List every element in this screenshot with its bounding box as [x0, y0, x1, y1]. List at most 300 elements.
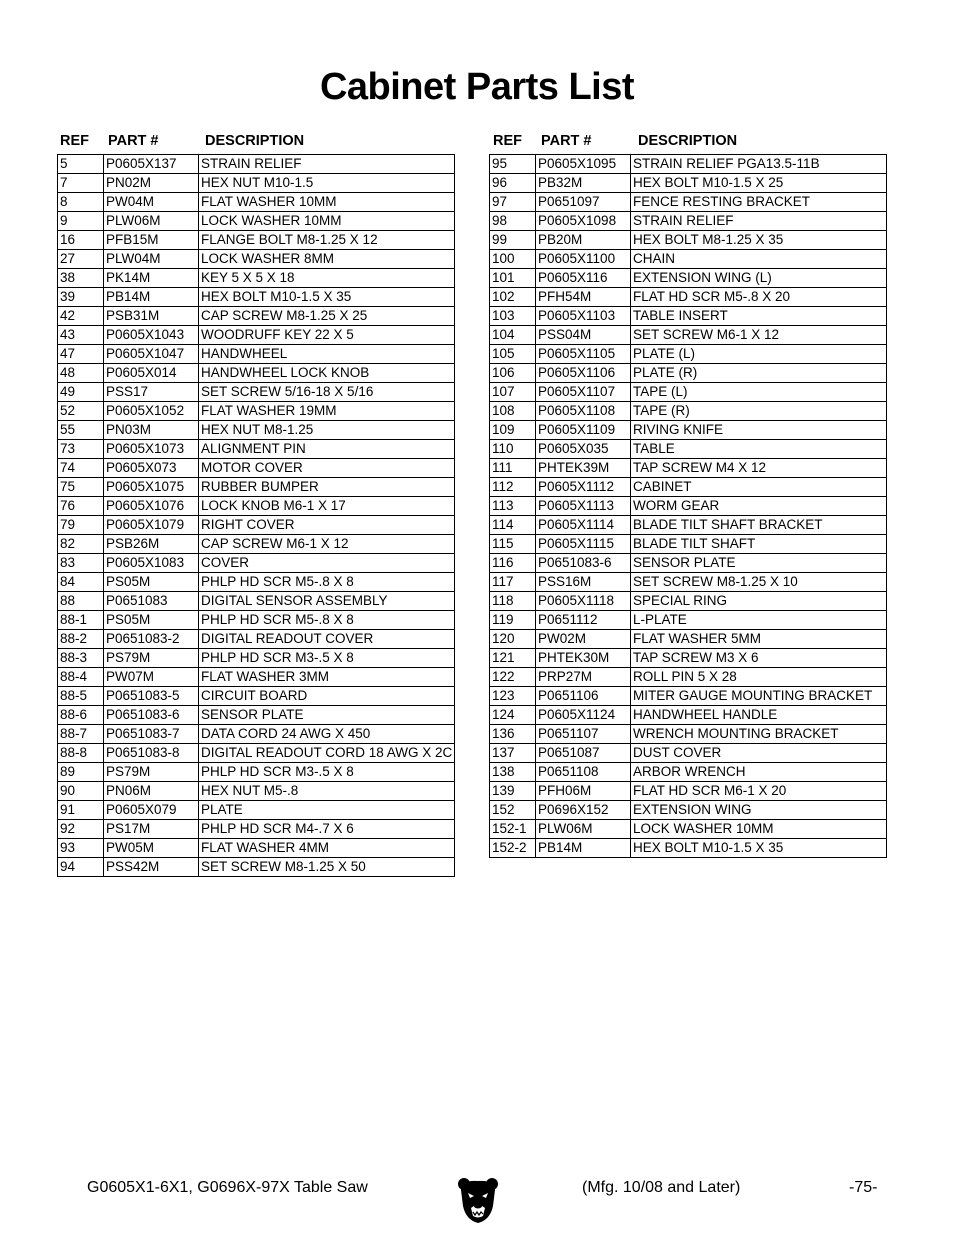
- table-row: [490, 364, 887, 383]
- description-cell: EXTENSION WING: [631, 801, 887, 820]
- ref-cell: 94: [58, 858, 104, 877]
- part-number-cell: PSS42M: [104, 858, 199, 877]
- part-number-cell: PB20M: [536, 231, 631, 250]
- description-cell: FLAT WASHER 10MM: [199, 193, 455, 212]
- ref-cell: 55: [58, 421, 104, 440]
- ref-cell: 5: [58, 155, 104, 174]
- table-row: [58, 440, 455, 459]
- table-row: [58, 288, 455, 307]
- table-row: [58, 307, 455, 326]
- ref-cell: 88-4: [58, 668, 104, 687]
- part-number-cell: PS79M: [104, 649, 199, 668]
- table-row: [490, 421, 887, 440]
- ref-cell: 88-6: [58, 706, 104, 725]
- ref-cell: 82: [58, 535, 104, 554]
- parts-table-left: [57, 154, 455, 877]
- part-number-cell: P0605X1109: [536, 421, 631, 440]
- part-number-cell: P0605X1108: [536, 402, 631, 421]
- ref-cell: 107: [490, 383, 536, 402]
- description-cell: SET SCREW M8-1.25 X 50: [199, 858, 455, 877]
- left-header-desc: DESCRIPTION: [205, 133, 305, 149]
- table-row: [490, 383, 887, 402]
- table-row: [490, 782, 887, 801]
- ref-cell: 74: [58, 459, 104, 478]
- part-number-cell: PS05M: [104, 573, 199, 592]
- table-row: [58, 668, 455, 687]
- grizzly-bear-logo-icon: [457, 1176, 499, 1224]
- part-number-cell: PW02M: [536, 630, 631, 649]
- part-number-cell: P0651083-6: [536, 554, 631, 573]
- part-number-cell: P0605X137: [104, 155, 199, 174]
- part-number-cell: PLW06M: [104, 212, 199, 231]
- part-number-cell: P0605X1043: [104, 326, 199, 345]
- table-row: [490, 725, 887, 744]
- ref-cell: 88-8: [58, 744, 104, 763]
- table-row: [490, 744, 887, 763]
- table-row: [490, 193, 887, 212]
- table-row: [58, 839, 455, 858]
- part-number-cell: P0696X152: [536, 801, 631, 820]
- ref-cell: 43: [58, 326, 104, 345]
- part-number-cell: P0605X1095: [536, 155, 631, 174]
- description-cell: HEX BOLT M10-1.5 X 35: [199, 288, 455, 307]
- description-cell: ROLL PIN 5 X 28: [631, 668, 887, 687]
- ref-cell: 114: [490, 516, 536, 535]
- table-row: [58, 611, 455, 630]
- part-number-cell: PFH54M: [536, 288, 631, 307]
- part-number-cell: PSS04M: [536, 326, 631, 345]
- description-cell: HANDWHEEL HANDLE: [631, 706, 887, 725]
- table-row: [58, 402, 455, 421]
- ref-cell: 75: [58, 478, 104, 497]
- table-row: [490, 269, 887, 288]
- part-number-cell: PB32M: [536, 174, 631, 193]
- description-cell: WRENCH MOUNTING BRACKET: [631, 725, 887, 744]
- description-cell: EXTENSION WING (L): [631, 269, 887, 288]
- ref-cell: 121: [490, 649, 536, 668]
- table-row: [490, 516, 887, 535]
- ref-cell: 119: [490, 611, 536, 630]
- part-number-cell: PB14M: [104, 288, 199, 307]
- part-number-cell: PS79M: [104, 763, 199, 782]
- ref-cell: 27: [58, 250, 104, 269]
- table-row: [58, 630, 455, 649]
- description-cell: FLAT WASHER 5MM: [631, 630, 887, 649]
- description-cell: HEX NUT M8-1.25: [199, 421, 455, 440]
- table-row: [490, 573, 887, 592]
- part-number-cell: PN03M: [104, 421, 199, 440]
- description-cell: COVER: [199, 554, 455, 573]
- table-row: [58, 516, 455, 535]
- description-cell: RIVING KNIFE: [631, 421, 887, 440]
- part-number-cell: PB14M: [536, 839, 631, 858]
- parts-table-right: [489, 154, 887, 858]
- ref-cell: 136: [490, 725, 536, 744]
- left-header-part: PART #: [108, 133, 159, 149]
- description-cell: STRAIN RELIEF: [199, 155, 455, 174]
- description-cell: HEX NUT M5-.8: [199, 782, 455, 801]
- part-number-cell: P0651083: [104, 592, 199, 611]
- ref-cell: 8: [58, 193, 104, 212]
- table-row: [490, 174, 887, 193]
- description-cell: WOODRUFF KEY 22 X 5: [199, 326, 455, 345]
- table-row: [58, 345, 455, 364]
- part-number-cell: P0651106: [536, 687, 631, 706]
- ref-cell: 116: [490, 554, 536, 573]
- table-row: [490, 668, 887, 687]
- table-row: [490, 649, 887, 668]
- description-cell: MITER GAUGE MOUNTING BRACKET: [631, 687, 887, 706]
- table-row: [58, 592, 455, 611]
- ref-cell: 47: [58, 345, 104, 364]
- part-number-cell: P0605X1052: [104, 402, 199, 421]
- ref-cell: 90: [58, 782, 104, 801]
- table-row: [490, 592, 887, 611]
- description-cell: SET SCREW M8-1.25 X 10: [631, 573, 887, 592]
- ref-cell: 97: [490, 193, 536, 212]
- ref-cell: 91: [58, 801, 104, 820]
- part-number-cell: P0605X1103: [536, 307, 631, 326]
- table-row: [58, 212, 455, 231]
- part-number-cell: PS17M: [104, 820, 199, 839]
- part-number-cell: P0605X035: [536, 440, 631, 459]
- ref-cell: 96: [490, 174, 536, 193]
- description-cell: FLAT HD SCR M6-1 X 20: [631, 782, 887, 801]
- part-number-cell: P0605X1112: [536, 478, 631, 497]
- ref-cell: 122: [490, 668, 536, 687]
- description-cell: TAP SCREW M4 X 12: [631, 459, 887, 478]
- description-cell: MOTOR COVER: [199, 459, 455, 478]
- description-cell: HANDWHEEL LOCK KNOB: [199, 364, 455, 383]
- description-cell: FLANGE BOLT M8-1.25 X 12: [199, 231, 455, 250]
- description-cell: PLATE (R): [631, 364, 887, 383]
- table-row: [58, 478, 455, 497]
- table-row: [58, 250, 455, 269]
- part-number-cell: PFH06M: [536, 782, 631, 801]
- table-row: [58, 763, 455, 782]
- description-cell: PHLP HD SCR M4-.7 X 6: [199, 820, 455, 839]
- description-cell: L-PLATE: [631, 611, 887, 630]
- part-number-cell: P0651107: [536, 725, 631, 744]
- ref-cell: 99: [490, 231, 536, 250]
- part-number-cell: PN02M: [104, 174, 199, 193]
- ref-cell: 88-5: [58, 687, 104, 706]
- part-number-cell: P0605X079: [104, 801, 199, 820]
- right-header-ref: REF: [493, 133, 522, 149]
- ref-cell: 111: [490, 459, 536, 478]
- table-row: [490, 687, 887, 706]
- table-row: [58, 706, 455, 725]
- table-row: [58, 535, 455, 554]
- description-cell: SENSOR PLATE: [631, 554, 887, 573]
- right-header-desc: DESCRIPTION: [638, 133, 738, 149]
- table-row: [490, 820, 887, 839]
- table-row: [490, 630, 887, 649]
- part-number-cell: P0651083-8: [104, 744, 199, 763]
- table-row: [58, 782, 455, 801]
- description-cell: SET SCREW M6-1 X 12: [631, 326, 887, 345]
- part-number-cell: PLW04M: [104, 250, 199, 269]
- ref-cell: 88-2: [58, 630, 104, 649]
- part-number-cell: PHTEK30M: [536, 649, 631, 668]
- table-row: [58, 687, 455, 706]
- description-cell: ALIGNMENT PIN: [199, 440, 455, 459]
- table-row: [490, 611, 887, 630]
- description-cell: KEY 5 X 5 X 18: [199, 269, 455, 288]
- ref-cell: 124: [490, 706, 536, 725]
- table-row: [58, 364, 455, 383]
- page-title: Cabinet Parts List: [319, 66, 635, 108]
- ref-cell: 89: [58, 763, 104, 782]
- part-number-cell: PW04M: [104, 193, 199, 212]
- table-row: [490, 554, 887, 573]
- table-row: [58, 649, 455, 668]
- description-cell: CABINET: [631, 478, 887, 497]
- ref-cell: 110: [490, 440, 536, 459]
- table-row: [490, 478, 887, 497]
- ref-cell: 84: [58, 573, 104, 592]
- ref-cell: 117: [490, 573, 536, 592]
- table-row: [58, 269, 455, 288]
- ref-cell: 38: [58, 269, 104, 288]
- ref-cell: 95: [490, 155, 536, 174]
- ref-cell: 108: [490, 402, 536, 421]
- table-row: [58, 744, 455, 763]
- description-cell: TAPE (R): [631, 402, 887, 421]
- part-number-cell: P0605X1106: [536, 364, 631, 383]
- description-cell: HEX NUT M10-1.5: [199, 174, 455, 193]
- part-number-cell: P0605X073: [104, 459, 199, 478]
- table-row: [490, 535, 887, 554]
- description-cell: RIGHT COVER: [199, 516, 455, 535]
- left-header-ref: REF: [60, 133, 89, 149]
- part-number-cell: P0605X1118: [536, 592, 631, 611]
- part-number-cell: P0605X1076: [104, 497, 199, 516]
- part-number-cell: P0651097: [536, 193, 631, 212]
- description-cell: DIGITAL SENSOR ASSEMBLY: [199, 592, 455, 611]
- right-header-part: PART #: [541, 133, 592, 149]
- ref-cell: 139: [490, 782, 536, 801]
- ref-cell: 102: [490, 288, 536, 307]
- table-row: [490, 231, 887, 250]
- part-number-cell: P0605X1105: [536, 345, 631, 364]
- description-cell: DIGITAL READOUT COVER: [199, 630, 455, 649]
- table-row: [490, 402, 887, 421]
- description-cell: HEX BOLT M10-1.5 X 35: [631, 839, 887, 858]
- table-row: [490, 459, 887, 478]
- ref-cell: 42: [58, 307, 104, 326]
- description-cell: BLADE TILT SHAFT: [631, 535, 887, 554]
- ref-cell: 152: [490, 801, 536, 820]
- part-number-cell: PK14M: [104, 269, 199, 288]
- part-number-cell: P0651087: [536, 744, 631, 763]
- ref-cell: 101: [490, 269, 536, 288]
- ref-cell: 83: [58, 554, 104, 573]
- table-row: [58, 820, 455, 839]
- description-cell: SENSOR PLATE: [199, 706, 455, 725]
- description-cell: FLAT WASHER 19MM: [199, 402, 455, 421]
- description-cell: FLAT WASHER 4MM: [199, 839, 455, 858]
- description-cell: DUST COVER: [631, 744, 887, 763]
- table-row: [58, 858, 455, 877]
- description-cell: WORM GEAR: [631, 497, 887, 516]
- description-cell: LOCK WASHER 8MM: [199, 250, 455, 269]
- part-number-cell: P0605X1083: [104, 554, 199, 573]
- ref-cell: 115: [490, 535, 536, 554]
- part-number-cell: P0605X1047: [104, 345, 199, 364]
- ref-cell: 7: [58, 174, 104, 193]
- ref-cell: 93: [58, 839, 104, 858]
- ref-cell: 76: [58, 497, 104, 516]
- ref-cell: 79: [58, 516, 104, 535]
- part-number-cell: PFB15M: [104, 231, 199, 250]
- ref-cell: 39: [58, 288, 104, 307]
- description-cell: TAP SCREW M3 X 6: [631, 649, 887, 668]
- table-row: [58, 326, 455, 345]
- part-number-cell: PSB26M: [104, 535, 199, 554]
- ref-cell: 9: [58, 212, 104, 231]
- description-cell: SET SCREW 5/16-18 X 5/16: [199, 383, 455, 402]
- ref-cell: 88: [58, 592, 104, 611]
- table-row: [490, 839, 887, 858]
- ref-cell: 138: [490, 763, 536, 782]
- table-row: [490, 345, 887, 364]
- description-cell: HEX BOLT M8-1.25 X 35: [631, 231, 887, 250]
- part-number-cell: PW05M: [104, 839, 199, 858]
- table-row: [58, 554, 455, 573]
- part-number-cell: P0605X1107: [536, 383, 631, 402]
- part-number-cell: PW07M: [104, 668, 199, 687]
- part-number-cell: PS05M: [104, 611, 199, 630]
- ref-cell: 109: [490, 421, 536, 440]
- ref-cell: 104: [490, 326, 536, 345]
- description-cell: DATA CORD 24 AWG X 450: [199, 725, 455, 744]
- description-cell: BLADE TILT SHAFT BRACKET: [631, 516, 887, 535]
- table-row: [490, 497, 887, 516]
- part-number-cell: P0605X1115: [536, 535, 631, 554]
- ref-cell: 88-3: [58, 649, 104, 668]
- ref-cell: 152-2: [490, 839, 536, 858]
- part-number-cell: P0605X1113: [536, 497, 631, 516]
- part-number-cell: P0605X1073: [104, 440, 199, 459]
- ref-cell: 137: [490, 744, 536, 763]
- part-number-cell: P0651083-6: [104, 706, 199, 725]
- part-number-cell: P0651083-2: [104, 630, 199, 649]
- table-row: [58, 801, 455, 820]
- part-number-cell: P0651112: [536, 611, 631, 630]
- table-row: [490, 801, 887, 820]
- part-number-cell: P0605X1100: [536, 250, 631, 269]
- part-number-cell: PSB31M: [104, 307, 199, 326]
- table-row: [490, 440, 887, 459]
- description-cell: CAP SCREW M6-1 X 12: [199, 535, 455, 554]
- table-row: [490, 288, 887, 307]
- part-number-cell: P0651108: [536, 763, 631, 782]
- description-cell: PHLP HD SCR M3-.5 X 8: [199, 763, 455, 782]
- description-cell: LOCK WASHER 10MM: [631, 820, 887, 839]
- part-number-cell: PSS17: [104, 383, 199, 402]
- description-cell: FLAT WASHER 3MM: [199, 668, 455, 687]
- description-cell: FENCE RESTING BRACKET: [631, 193, 887, 212]
- description-cell: PHLP HD SCR M5-.8 X 8: [199, 611, 455, 630]
- description-cell: LOCK KNOB M6-1 X 17: [199, 497, 455, 516]
- table-row: [58, 174, 455, 193]
- part-number-cell: P0605X1098: [536, 212, 631, 231]
- table-row: [490, 155, 887, 174]
- description-cell: PHLP HD SCR M5-.8 X 8: [199, 573, 455, 592]
- description-cell: FLAT HD SCR M5-.8 X 20: [631, 288, 887, 307]
- description-cell: TAPE (L): [631, 383, 887, 402]
- ref-cell: 112: [490, 478, 536, 497]
- part-number-cell: PN06M: [104, 782, 199, 801]
- ref-cell: 123: [490, 687, 536, 706]
- part-number-cell: P0651083-7: [104, 725, 199, 744]
- description-cell: STRAIN RELIEF PGA13.5-11B: [631, 155, 887, 174]
- table-row: [58, 421, 455, 440]
- footer-mfg: (Mfg. 10/08 and Later): [582, 1179, 741, 1196]
- table-row: [490, 250, 887, 269]
- footer-page-number: -75-: [849, 1179, 878, 1196]
- part-number-cell: P0605X116: [536, 269, 631, 288]
- ref-cell: 105: [490, 345, 536, 364]
- table-row: [490, 706, 887, 725]
- description-cell: PLATE: [199, 801, 455, 820]
- ref-cell: 152-1: [490, 820, 536, 839]
- table-row: [58, 573, 455, 592]
- description-cell: SPECIAL RING: [631, 592, 887, 611]
- part-number-cell: PLW06M: [536, 820, 631, 839]
- ref-cell: 106: [490, 364, 536, 383]
- ref-cell: 49: [58, 383, 104, 402]
- description-cell: HEX BOLT M10-1.5 X 25: [631, 174, 887, 193]
- ref-cell: 118: [490, 592, 536, 611]
- table-row: [58, 497, 455, 516]
- ref-cell: 73: [58, 440, 104, 459]
- ref-cell: 103: [490, 307, 536, 326]
- table-row: [490, 326, 887, 345]
- ref-cell: 88-7: [58, 725, 104, 744]
- ref-cell: 88-1: [58, 611, 104, 630]
- footer-model: G0605X1-6X1, G0696X-97X Table Saw: [87, 1179, 368, 1196]
- table-row: [58, 231, 455, 250]
- ref-cell: 98: [490, 212, 536, 231]
- table-row: [490, 307, 887, 326]
- ref-cell: 92: [58, 820, 104, 839]
- description-cell: LOCK WASHER 10MM: [199, 212, 455, 231]
- table-row: [58, 155, 455, 174]
- description-cell: PHLP HD SCR M3-.5 X 8: [199, 649, 455, 668]
- description-cell: HANDWHEEL: [199, 345, 455, 364]
- description-cell: CHAIN: [631, 250, 887, 269]
- table-row: [490, 763, 887, 782]
- part-number-cell: P0605X1114: [536, 516, 631, 535]
- ref-cell: 48: [58, 364, 104, 383]
- part-number-cell: PHTEK39M: [536, 459, 631, 478]
- ref-cell: 113: [490, 497, 536, 516]
- description-cell: TABLE: [631, 440, 887, 459]
- description-cell: PLATE (L): [631, 345, 887, 364]
- description-cell: TABLE INSERT: [631, 307, 887, 326]
- description-cell: CAP SCREW M8-1.25 X 25: [199, 307, 455, 326]
- description-cell: RUBBER BUMPER: [199, 478, 455, 497]
- part-number-cell: P0605X1124: [536, 706, 631, 725]
- ref-cell: 52: [58, 402, 104, 421]
- table-row: [490, 212, 887, 231]
- part-number-cell: P0651083-5: [104, 687, 199, 706]
- description-cell: CIRCUIT BOARD: [199, 687, 455, 706]
- part-number-cell: P0605X1075: [104, 478, 199, 497]
- table-row: [58, 459, 455, 478]
